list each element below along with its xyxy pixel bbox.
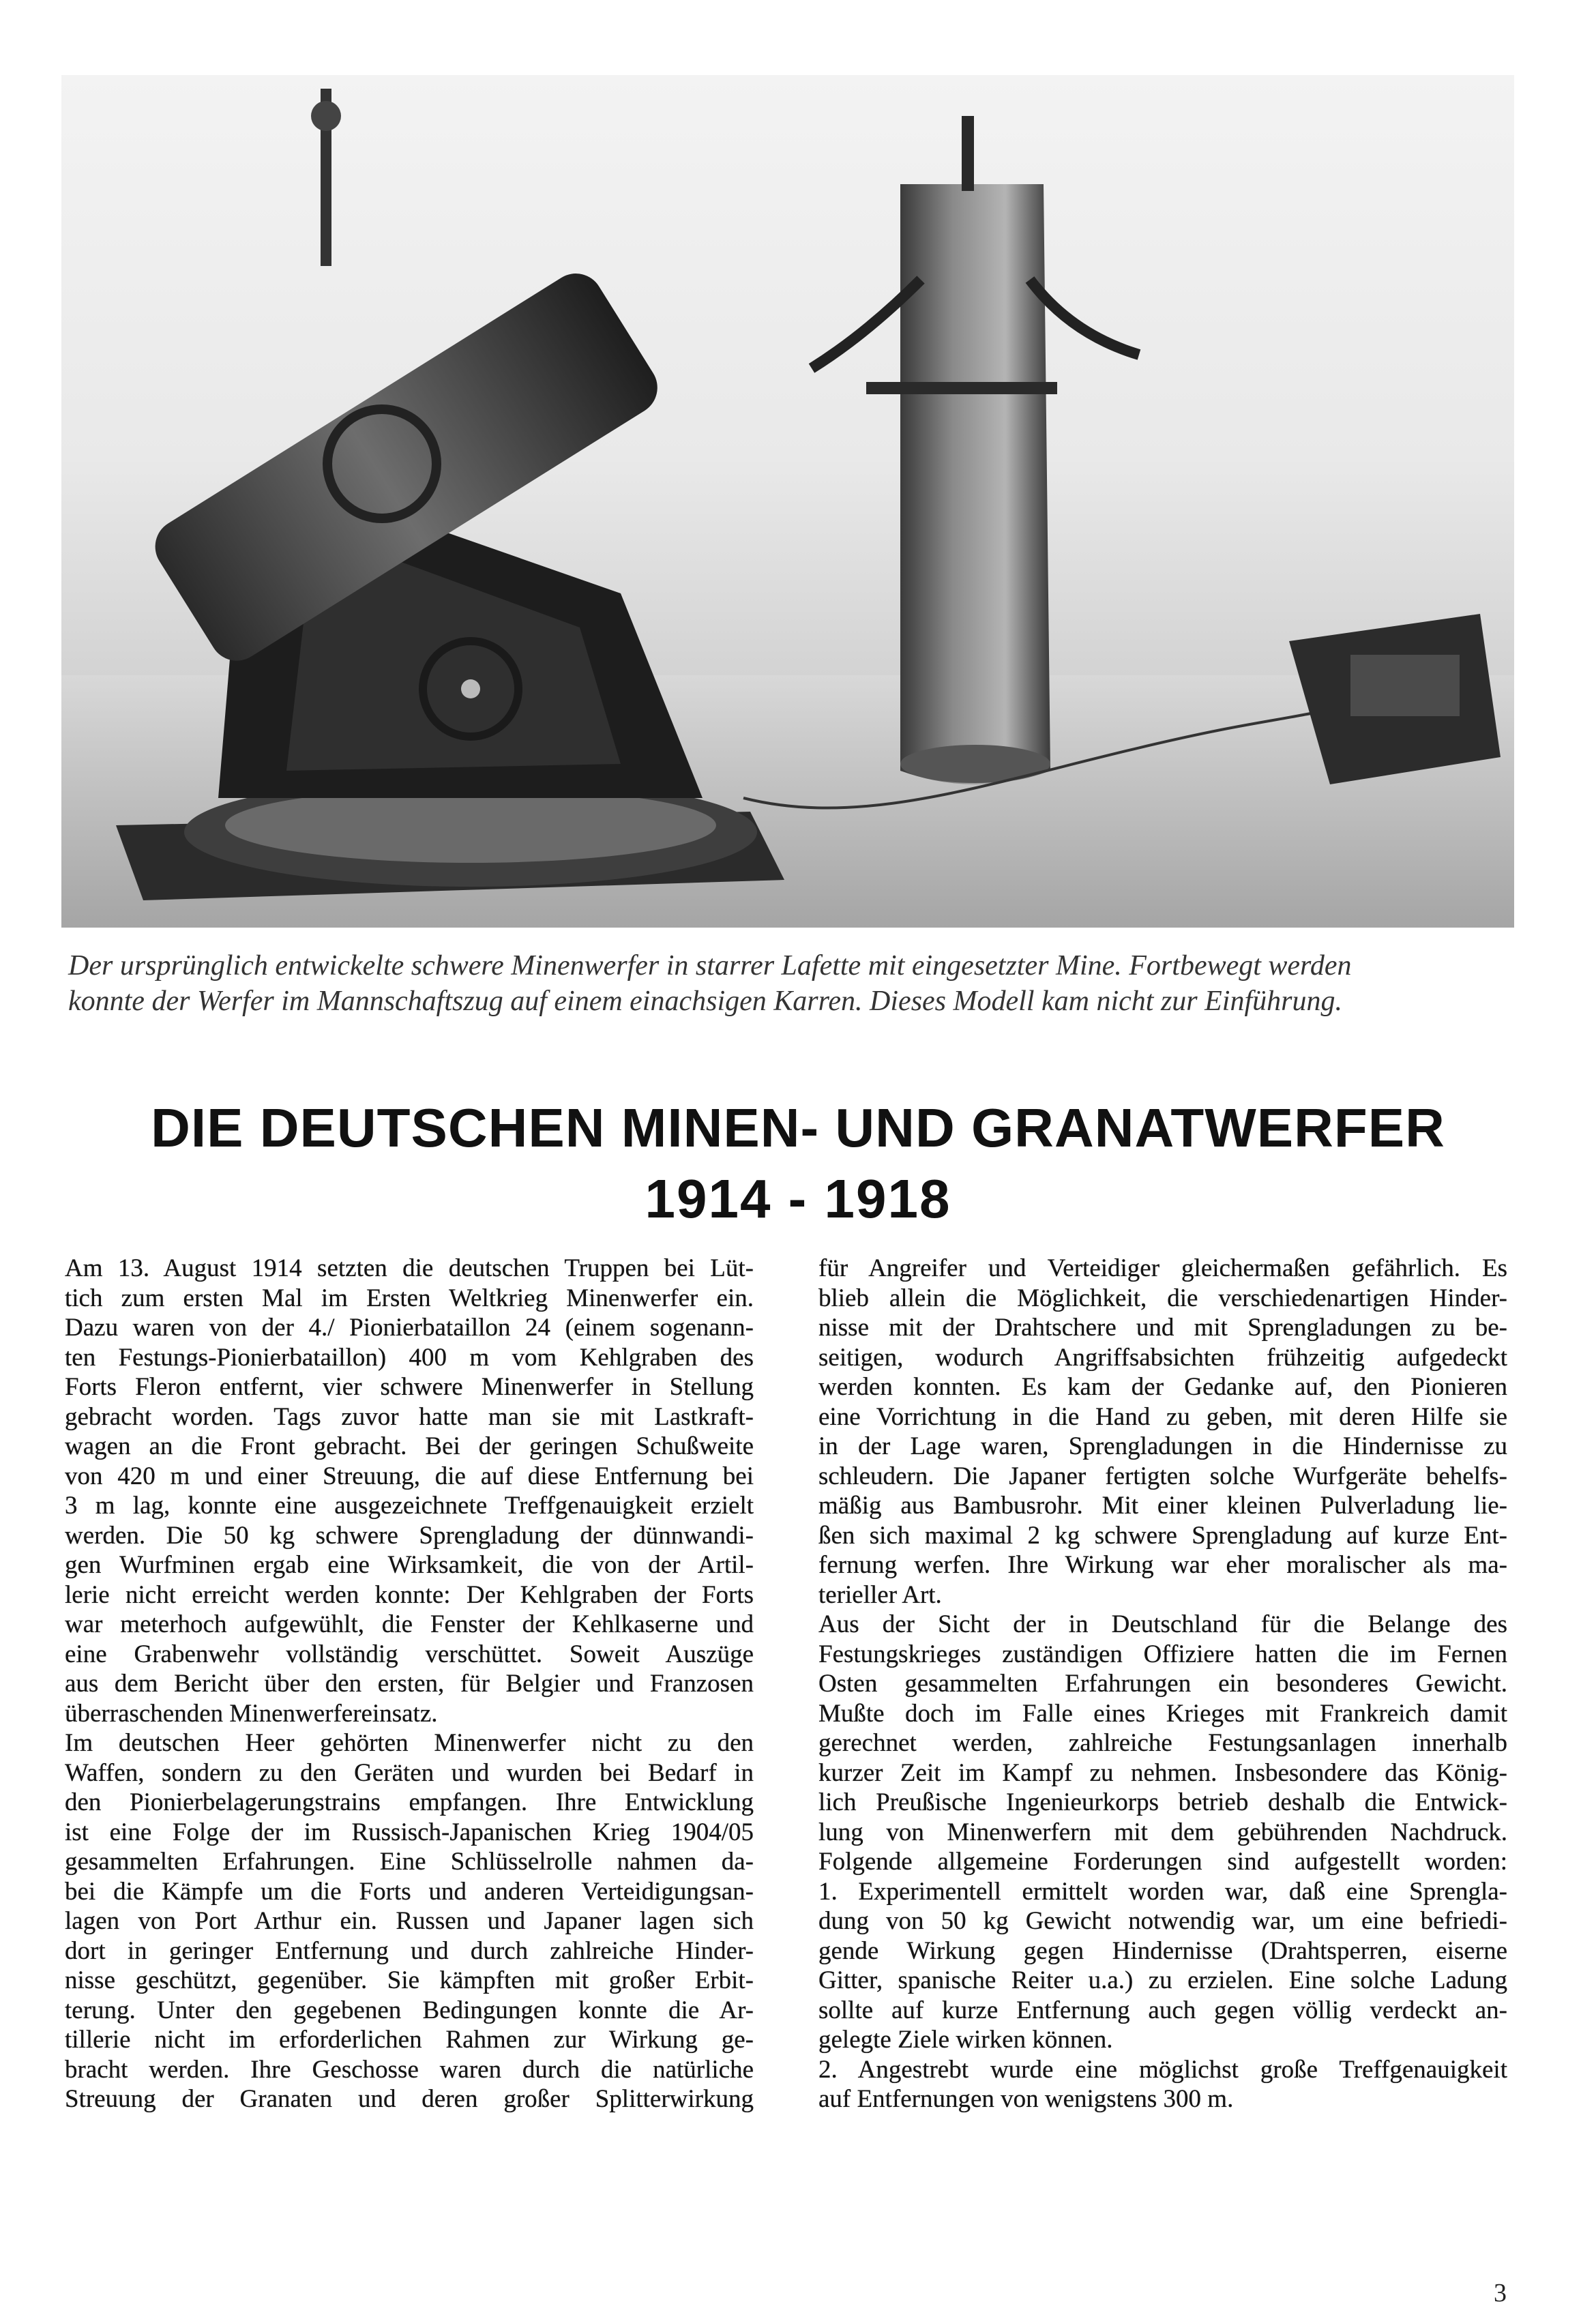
text-line: blieb allein die Möglichkeit, die verschiedenartigen Hinder- (818, 1284, 1507, 1312)
text-line: gesammelten Erfahrungen. Eine Schlüsselrolle nahmen da- (65, 1848, 754, 1876)
text-line: Mußte doch im Falle eines Krieges mit Frankreich damit (818, 1699, 1507, 1728)
text-line: bei die Kämpfe um die Forts und anderen Verteidigungsan- (65, 1877, 754, 1906)
text-line: von 420 m und einer Streuung, die auf diese Entfernung bei (65, 1462, 754, 1490)
text-line: lagen von Port Arthur ein. Russen und Japaner lagen sich (65, 1907, 754, 1935)
text-line: Festungskrieges zuständigen Offiziere hatten die im Fernen (818, 1640, 1507, 1668)
text-column-left (65, 1254, 754, 2114)
text-line: gelegte Ziele wirken können. (818, 2026, 1113, 2054)
text-line: bracht werden. Ihre Geschosse waren durch die natürliche (65, 2055, 754, 2084)
page-number: 3 (1494, 2279, 1507, 2307)
text-line: für Angreifer und Verteidiger gleichermaßen gefährlich. Es (818, 1254, 1507, 1282)
text-line: Folgende allgemeine Forderungen sind aufgestellt worden: (818, 1848, 1507, 1876)
text-line: tich zum ersten Mal im Ersten Weltkrieg Minenwerfer ein. (65, 1284, 754, 1312)
text-line: gende Wirkung gegen Hindernisse (Drahtsperren, eiserne (818, 1936, 1507, 1965)
text-line: nisse geschützt, gegenüber. Sie kämpften mit großer Erbit- (65, 1966, 754, 1994)
text-line: ist eine Folge der im Russisch-Japanischen Krieg 1904/05 (65, 1818, 754, 1846)
text-line: sollte auf kurze Entfernung auch gegen völlig verdeckt an- (818, 1996, 1507, 2024)
text-line: nisse mit der Drahtschere und mit Sprengladungen zu be- (818, 1314, 1507, 1342)
text-line: werden. Die 50 kg schwere Sprengladung der dünnwandi- (65, 1521, 754, 1550)
text-line: in der Lage waren, Sprengladungen in die Hindernisse zu (818, 1432, 1507, 1460)
text-line: schleudern. Die Japaner fertigten solche Wurfgeräte behelfs- (818, 1462, 1507, 1490)
text-line: Im deutschen Heer gehörten Minenwerfer nicht zu den (65, 1729, 754, 1757)
text-line: Gitter, spanische Reiter u.a.) zu erzielen. Eine solche Ladung (818, 1966, 1507, 1994)
text-line: lerie nicht erreicht werden konnte: Der Kehlgraben der Forts (65, 1580, 754, 1609)
text-line: 3 m lag, konnte eine ausgezeichnete Treffgenauigkeit erzielt (65, 1492, 754, 1520)
text-line: eine Grabenwehr vollständig verschüttet. Soweit Auszüge (65, 1640, 754, 1668)
text-line: fernung werfen. Ihre Wirkung war eher moralischer als ma- (818, 1551, 1507, 1579)
text-line: kurzer Zeit im Kampf zu nehmen. Insbesondere das König- (818, 1758, 1507, 1787)
figure-caption (68, 948, 1521, 1019)
text-line: gerechnet werden, zahlreiche Festungsanlagen innerhalb (818, 1729, 1507, 1757)
text-line: den Pionierbelagerungstrains empfangen. Ihre Entwicklung (65, 1788, 754, 1816)
text-line: gen Wurfminen ergab eine Wirksamkeit, die von der Artil- (65, 1551, 754, 1579)
text-line: werden konnten. Es kam der Gedanke auf, den Pionieren (818, 1373, 1507, 1401)
caption-line: Der ursprünglich entwickelte schwere Minenwerfer in starrer Lafette mit eingesetzter Mine. Fortbewegt werden (68, 950, 1352, 981)
text-line: 2. Angestrebt wurde eine möglichst große Treffgenauigkeit (818, 2055, 1507, 2084)
text-line: überraschenden Minenwerfereinsatz. (65, 1699, 438, 1728)
text-line: war meterhoch aufgewühlt, die Fenster der Kehlkaserne und (65, 1610, 754, 1638)
caption-line: konnte der Werfer im Mannschaftszug auf einem einachsigen Karren. Dieses Modell kam nicht zur Einführung. (68, 986, 1342, 1017)
article-subtitle-years: 1914 - 1918 (645, 1168, 951, 1229)
text-line: Dazu waren von der 4./ Pionierbataillon 24 (einem sogenann- (65, 1314, 754, 1342)
text-line: auf Entfernungen von wenigstens 300 m. (818, 2085, 1234, 2113)
article-title: DIE DEUTSCHEN MINEN- UND GRANATWERFER (151, 1097, 1445, 1158)
text-line: Aus der Sicht der in Deutschland für die Belange des (818, 1610, 1507, 1638)
text-line: ßen sich maximal 2 kg schwere Sprengladung auf kurze Ent- (818, 1521, 1507, 1550)
text-line: wagen an die Front gebracht. Bei der geringen Schußweite (65, 1432, 754, 1460)
text-line: terung. Unter den gegebenen Bedingungen konnte die Ar- (65, 1996, 754, 2024)
text-column-right (818, 1254, 1507, 2114)
text-line: Waffen, sondern zu den Geräten und wurden bei Bedarf in (65, 1758, 754, 1787)
text-line: mäßig aus Bambusrohr. Mit einer kleinen Pulverladung lie- (818, 1492, 1507, 1520)
text-line: terieller Art. (818, 1580, 942, 1609)
text-line: gebracht worden. Tags zuvor hatte man sie mit Lastkraft- (65, 1402, 754, 1431)
text-line: lung von Minenwerfern mit dem gebührenden Nachdruck. (818, 1818, 1507, 1846)
text-line: 1. Experimentell ermittelt worden war, daß eine Sprengla- (818, 1877, 1507, 1906)
text-line: aus dem Bericht über den ersten, für Belgier und Franzosen (65, 1670, 754, 1698)
mortar-illustration-icon (61, 75, 1514, 928)
text-line: lich Preußische Ingenieurkorps betrieb deshalb die Entwick- (818, 1788, 1507, 1816)
text-line: tillerie nicht im erforderlichen Rahmen zur Wirkung ge- (65, 2026, 754, 2054)
text-line: dort in geringer Entfernung und durch zahlreiche Hinder- (65, 1936, 754, 1965)
text-line: seitigen, wodurch Angriffsabsichten frühzeitig aufgedeckt (818, 1343, 1507, 1372)
text-line: dung von 50 kg Gewicht notwendig war, um eine befriedi- (818, 1907, 1507, 1935)
text-line: ten Festungs-Pionierbataillon) 400 m vom Kehlgraben des (65, 1343, 754, 1372)
mortar-photo (61, 75, 1514, 928)
text-line: Forts Fleron entfernt, vier schwere Minenwerfer in Stellung (65, 1373, 754, 1401)
text-line: Streuung der Granaten und deren großer Splitterwirkung (65, 2085, 754, 2113)
text-line: Osten gesammelten Erfahrungen ein besonderes Gewicht. (818, 1670, 1507, 1698)
text-line: eine Vorrichtung in die Hand zu geben, mit deren Hilfe sie (818, 1402, 1507, 1431)
text-line: Am 13. August 1914 setzten die deutschen Truppen bei Lüt- (65, 1254, 754, 1282)
